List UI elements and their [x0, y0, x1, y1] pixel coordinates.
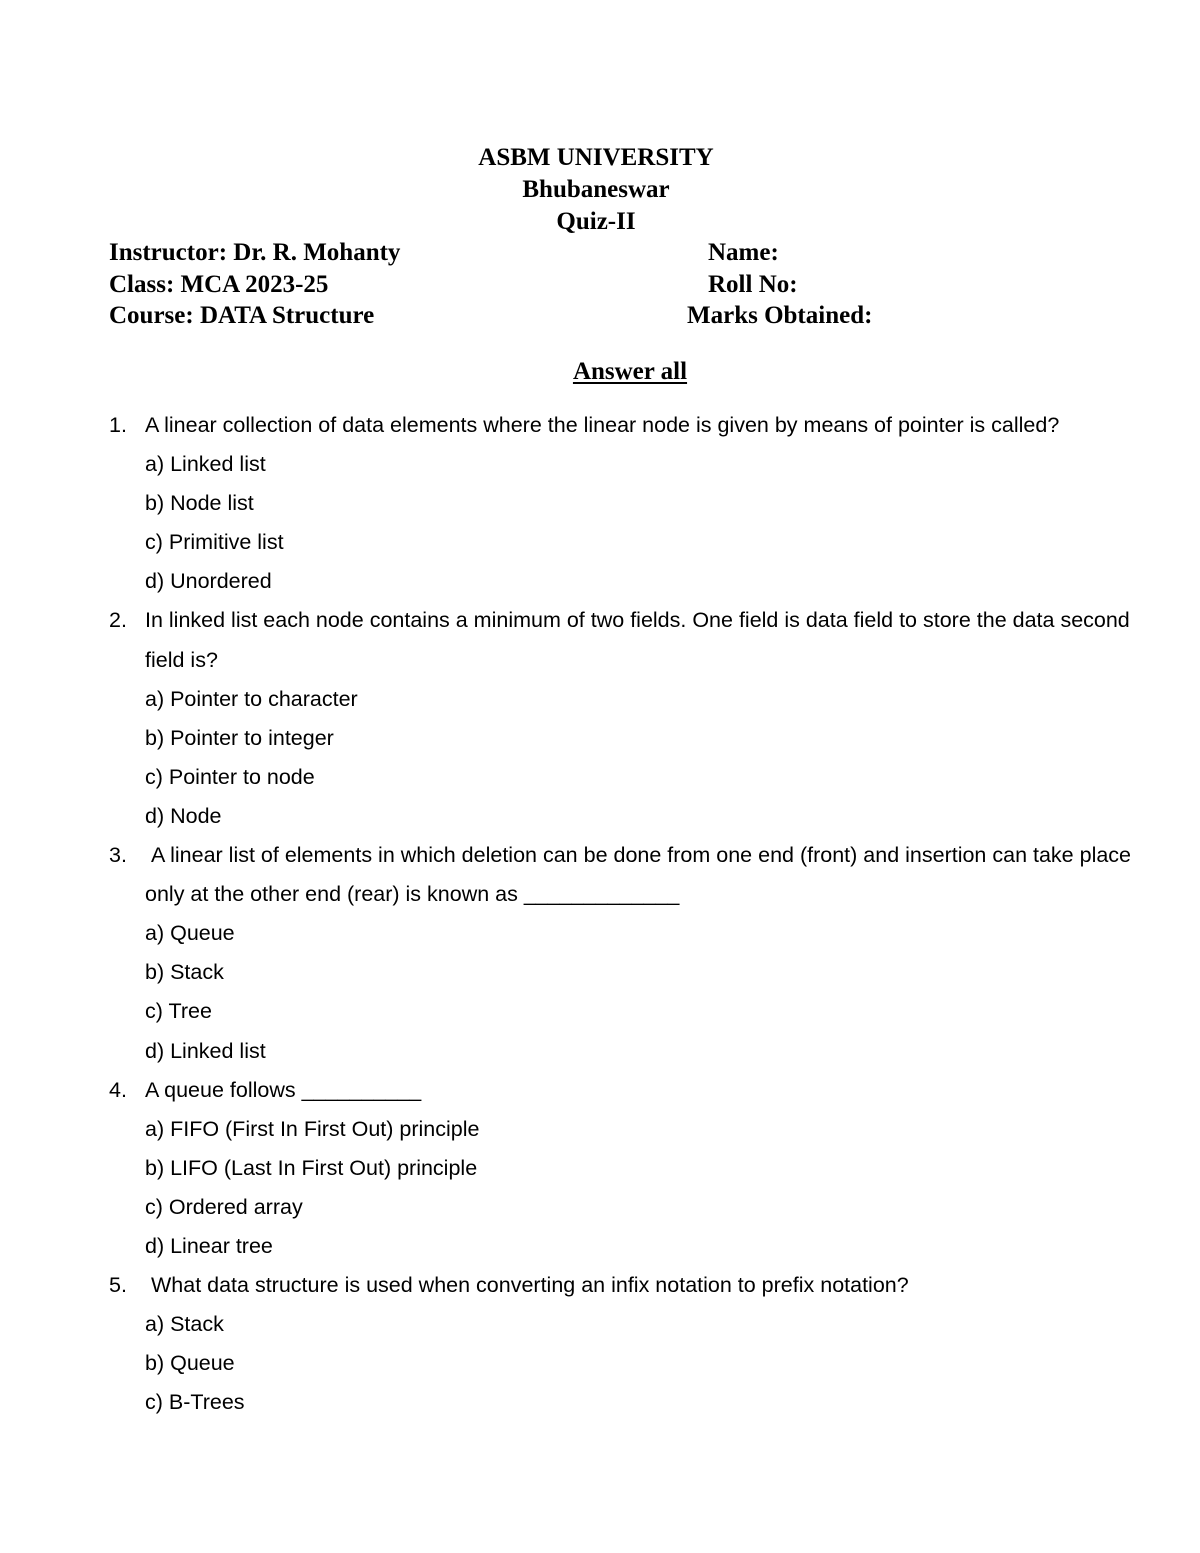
marks-label: Marks Obtained: — [687, 302, 873, 329]
option-a: a) Linked list — [145, 452, 266, 477]
question-3 — [109, 836, 1159, 914]
name-label: Name: — [708, 239, 779, 266]
question-number: 3. — [109, 843, 127, 868]
city-title: Bhubaneswar — [522, 176, 670, 203]
option-c: c) Ordered array — [145, 1194, 303, 1219]
question-1 — [109, 406, 1159, 445]
question-number: 2. — [109, 608, 127, 633]
option-a: a) Queue — [145, 921, 235, 946]
question-text: A linear list of elements in which deletion can be done from one end (front) and insertion can take place only at the other end (rear) is known as _____________ — [145, 843, 1137, 907]
question-5 — [109, 1266, 1159, 1305]
instruction-heading: Answer all — [572, 358, 688, 385]
question-text: A linear collection of data elements where the linear node is given by means of pointer is called? — [145, 413, 1060, 437]
question-number: 1. — [109, 413, 127, 437]
roll-label: Roll No: — [708, 271, 798, 298]
question-number: 5. — [109, 1273, 127, 1298]
option-b: b) Node list — [145, 491, 254, 516]
class-label: Class: MCA 2023-25 — [109, 271, 329, 298]
question-text: A queue follows __________ — [145, 1077, 422, 1102]
option-b: b) Pointer to integer — [145, 725, 334, 750]
course-label: Course: DATA Structure — [109, 302, 375, 329]
question-number: 4. — [109, 1077, 127, 1102]
option-d: d) Linked list — [145, 1038, 266, 1063]
option-b: b) Stack — [145, 960, 224, 985]
option-c: c) B-Trees — [145, 1390, 245, 1415]
option-c: c) Primitive list — [145, 530, 284, 555]
quiz-title: Quiz-II — [556, 208, 636, 235]
university-title: ASBM UNIVERSITY — [478, 144, 714, 171]
question-4 — [109, 1071, 1159, 1110]
option-d: d) Node — [145, 803, 222, 828]
question-2 — [109, 601, 1159, 679]
question-text: In linked list each node contains a minimum of two fields. One field is data field to store the data second field is? — [145, 608, 1136, 672]
option-b: b) LIFO (Last In First Out) principle — [145, 1155, 478, 1180]
option-d: d) Linear tree — [145, 1233, 273, 1258]
option-a: a) Pointer to character — [145, 686, 358, 711]
option-c: c) Pointer to node — [145, 764, 315, 789]
option-c: c) Tree — [145, 999, 212, 1024]
option-d: d) Unordered — [145, 569, 272, 594]
option-b: b) Queue — [145, 1351, 235, 1376]
instructor-label: Instructor: Dr. R. Mohanty — [109, 239, 401, 266]
option-a: a) Stack — [145, 1312, 224, 1337]
question-list — [109, 406, 1159, 1422]
question-text: What data structure is used when converting an infix notation to prefix notation? — [145, 1273, 909, 1298]
option-a: a) FIFO (First In First Out) principle — [145, 1116, 480, 1141]
